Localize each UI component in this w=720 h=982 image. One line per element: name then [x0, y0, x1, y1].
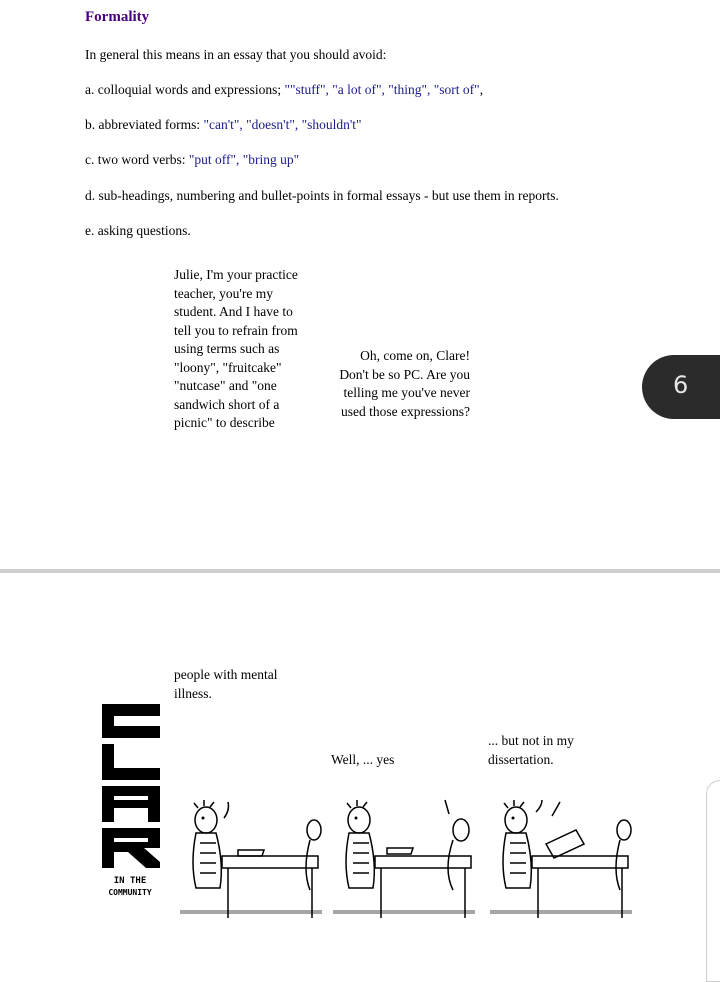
- item-c-prefix: c. two word verbs:: [85, 152, 189, 167]
- bubble-line: ... but not in my: [488, 733, 574, 748]
- intro-text: In general this means in an essay that you should avoid:: [85, 47, 387, 62]
- bubble-line: dissertation.: [488, 751, 554, 767]
- speech-bubble-reply: Well, ... yes: [331, 752, 395, 767]
- item-a-suffix: ,: [479, 82, 484, 97]
- item-d: d. sub-headings, numbering and bullet-points in formal essays - but use them in reports.: [85, 188, 559, 203]
- comic-panel-3: [490, 798, 632, 928]
- comic-title-logo: [92, 700, 168, 900]
- item-b-examples: "can't", "doesn't", "shouldn't": [203, 117, 362, 132]
- bubble-line: picnic" to describe: [174, 415, 275, 430]
- item-a: [85, 82, 483, 98]
- bubble-line: illness.: [174, 685, 212, 701]
- item-b: [85, 117, 362, 133]
- item-a-prefix: a. colloquial words and expressions;: [85, 82, 285, 97]
- section-heading: Formality: [85, 9, 150, 25]
- next-page-edge: [706, 780, 720, 982]
- speech-bubble-clare: [174, 266, 324, 433]
- bubble-line: Don't be so PC. Are you: [339, 366, 470, 382]
- svg-text:IN THE: IN THE: [113, 876, 147, 886]
- item-c-examples: "put off", "bring up": [188, 152, 300, 167]
- bubble-line: people with mental: [174, 667, 278, 682]
- bubble-line: Oh, come on, Clare!: [360, 348, 470, 363]
- item-a-examples: ""stuff", "a lot of", "thing", "sort of": [284, 82, 480, 97]
- bubble-line: used those expressions?: [341, 403, 470, 419]
- comic-panel-1: [180, 798, 322, 928]
- page-number-badge: [642, 355, 720, 419]
- bubble-line: tell you to refrain from: [174, 322, 298, 338]
- speech-bubble-clare-continued: [174, 666, 324, 703]
- comic-panel-2: [333, 798, 475, 928]
- item-c: [85, 152, 299, 168]
- item-e: e. asking questions.: [85, 223, 191, 238]
- bubble-line: Julie, I'm your practice: [174, 267, 298, 282]
- bubble-line: telling me you've never: [343, 385, 470, 400]
- bubble-line: "nutcase" and "one: [174, 378, 277, 393]
- speech-bubble-julie: [320, 347, 470, 421]
- bubble-line: using terms such as: [174, 341, 280, 356]
- bubble-line: student. And I have to: [174, 304, 293, 319]
- speech-bubble-final: [488, 732, 628, 769]
- page-divider: [0, 569, 720, 573]
- item-b-prefix: b. abbreviated forms:: [85, 117, 204, 132]
- page-number: 6: [673, 371, 689, 399]
- bubble-line: teacher, you're my: [174, 285, 273, 301]
- svg-text:COMMUNITY: COMMUNITY: [108, 888, 152, 897]
- bubble-line: "loony", "fruitcake": [174, 359, 282, 375]
- bubble-line: sandwich short of a: [174, 396, 280, 412]
